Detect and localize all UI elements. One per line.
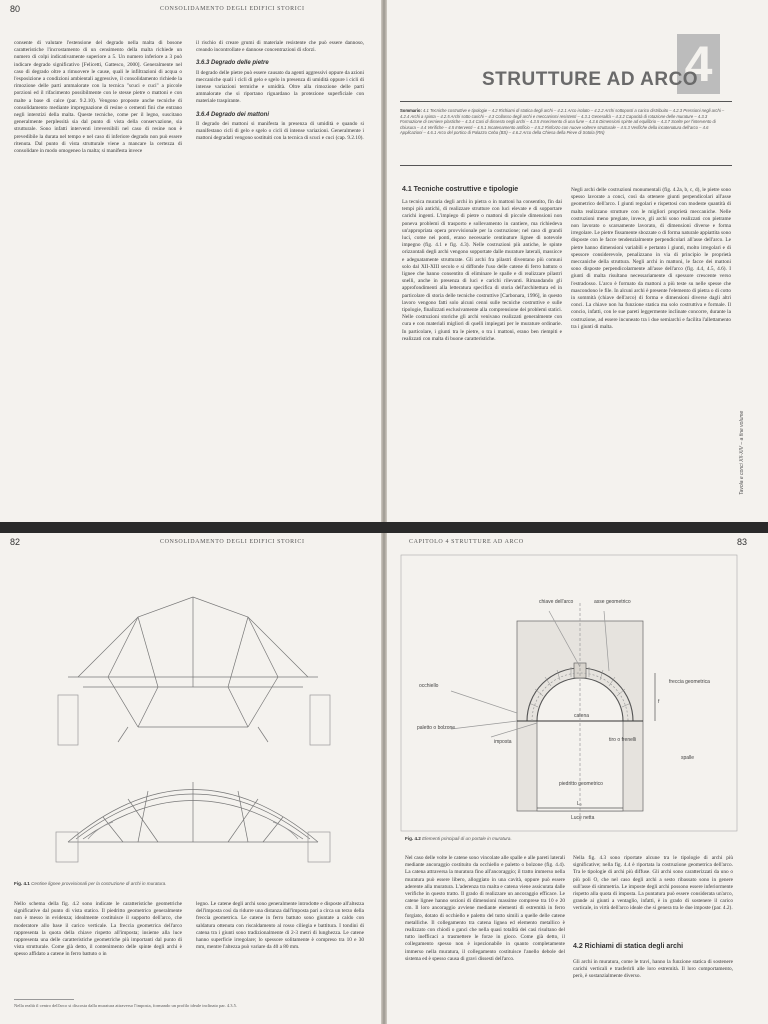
body-text: Il degrado dei mattoni si manifesta in presenza di umidità e quando si manifestano cicli di gelo e sgelo o cicli di intense variazioni. Generalmente i mattoni degradati vengono sostituiti con la tecnica di scuci e cuci (cap. 9.2.10). [196,120,364,142]
text-column-1 [402,199,562,343]
page-80 [0,0,381,522]
body-text: La tecnica muraria degli archi in pietra o in mattoni ha consentito, fin dai tempi più antichi, di realizzare strutture con luci elevate e di sopportare carichi ingenti. L'impiego di pietre o mattoni di piccole dimensioni non poneva problemi di trasporto e sollevamento in cantiere, ma richiedeva un'appropriata opera provvisionale per la costruzione; nel caso di grandi luci, come nei ponti, erano necessarie centinature lignee di notevole impegno (fig. 4.1 e fig. 4.3). Nelle costruzioni più antiche, le spinte orizzontali degli archi vengono sopportate dalle murature laterali, massicce e adeguatamente strutturate. Gli archi fra pilastri diventano più comuni solo dal XII-XIII secolo e si diffonde l'uso delle catene di ferro battuto o lignee che hanno consentito di eliminare le spalle e di realizzare pilastri snelli, anche in presenza di luci e carichi rilevanti. Rimandando gli approfondimenti alla letteratura specifica di storia dell'architettura ed in particolare di storia delle tecniche costruttive [Carbonara, 1996], in questo lavoro vengono fatti solo alcuni cenni sulle tecniche costruttive e sulle tipologie, finalizzati esclusivamente alla comprensione dei problemi statici. Nelle costruzioni storiche gli archi venivano realizzati generalmente con cura e con materiali migliori di quelli impiegati per le murature ordinarie. In particolare, i giunti tra le pietre, o tra i mattoni, erano ben riempiti e realizzati con malta di buone caratteristiche. [402,199,562,342]
divider [400,165,732,166]
figure-caption [14,881,354,886]
caption-text: Elementi principali di un portale in muratura. [422,836,512,841]
body-text: legno. Le catene degli archi sono generalmente introdotte e disposte all'altezza dell'imposta così da ridurre una distanza dall'imposta pari a circa un terzo della freccia geometrica. Le catene in ferro battuto sono giuntate a caldo con saldatura ottenuta con riscaldamento al rosso ciliegia e battitura. I tondini di catena tra i giunti sono tradizionalmente di 2-3 metri di lunghezza. Le catene hanno superficie irregolare; lo spessore solitamente è compreso tra 10 e 30 mm, mentre l'altezza può variare da 40 a 80 mm. [196,901,364,951]
text-column-2 [573,855,733,913]
text-column-1 [14,901,182,959]
label-chiave: chiave dell'arco [539,599,574,605]
section-heading-363: 3.6.3 Degrado delle pietre [196,60,269,67]
body-text: Negli archi delle costruzioni monumentali (fig. 4.2a, b, c, d), le pietre sono spesso lavorate a conci, così da ottenere giunti perpendicolari all'asse geometrico dell'arco. I giunti regolari e rispettosi con modeste quantità di malta realizzano strutture con le migliori proprietà meccaniche. Nelle costruzioni meno pregiate, invece, gli archi sono realizzati con pietrame non lavorato o scarsamente lavorato, di dimensioni diverse e forma irregolare. Le pietre fissamente sbozzate o di forma naturale appiattita sono disposte con le facce tendenzialmente perpendicolari all'asse dell'arco. Le pietre hanno dimensioni variabili e pertanto i giunti, molto irregolari e di spessore considerevole, penalizzano in via di principio le proprietà meccaniche della struttura. Negli archi in mattoni, le facce dei mattoni sono disposte perpendicolarmente all'asse dell'arco (fig. 4.4, 4.5, 4.6). I giunti di malta risultano necessariamente di spessore crescente verso l'estradosso. L'arco è formato da mattoni a più teste su nelle spesse che mascondono le file. In alcuni archi è presente l'elemento di pietra o di cotto in sommità (chiave dell'arco) di forma e dimensioni diverse dagli altri conci. La chiave non ha funzione statica ma solo costruttiva e formale. Il concio, infatti, con le sue pareti leggermente inclinate concorre, durante la costruzione, ad essere incuneato tra i due semiarchi e facilita l'allettamento tra i giunti di malta. [571,187,731,330]
arch-elements-figure [399,553,739,833]
label-occhiello: occhiello [419,683,439,689]
label-luce-netta: Luce netta [571,815,595,821]
page-number: 83 [737,537,748,547]
text-column-1 [405,855,565,963]
page-82 [0,533,381,1024]
side-note: Tavola e conci XII-XIV – a fine volume [739,410,745,495]
text-column-2b [573,959,733,981]
caption-label: Fig. 4.2 [405,836,421,841]
body-text: Nella fig. 4.3 sono riportate alcune tra le tipologie di archi più significative; nella fig. 4.4 è riportata la costruzione geometrica dell'arco. Tra le tipologie di archi più diffuse. Gli archi sono caratterizzati da uno o più poli O, che nel caso degli archi a sesto ribassato sono in genere sull'asse di simmetria. Le imposte degli archi possono essere inferiormente rispetto alla quota di imposta. La puntatura può essere considerata un'arco, grande ai giunti a ventaglio, infatti, è in grado di sostenere il carico verticale, in virtù dell'arco ideale che si genera tra le due imposte (par. 4.2). [573,855,733,912]
page-number: 82 [10,537,21,547]
body-text: Il degrado delle pietre può essere causato da agenti aggressivi oppure da azioni meccaniche quali i cicli di gelo e sgelo in presenza di umidità oppure i cicli di intense variazioni termiche e umidità. Oltre alla rimozione delle parti ammalorate che si riportano riguardano la protezione superficiale con materiale traspirante. [196,69,364,105]
chapter-number: 4 [677,34,720,94]
text-column-2 [571,187,731,331]
figure-caption [405,836,725,841]
text-column-2 [196,40,364,142]
running-head: CONSOLIDAMENTO DEGLI EDIFICI STORICI [160,6,305,12]
section-heading-42: 4.2 Richiami di statica degli archi [573,943,684,950]
portal-drawing [451,603,655,823]
label-tiro: tiro o frenelli [609,737,637,743]
truss-centering-drawing [58,597,330,745]
section-heading-364: 3.6.4 Degrado dei mattoni [196,111,270,118]
label-catena: catena [574,713,590,719]
page-number: 80 [10,4,21,14]
arch-centering-drawing [56,782,330,862]
body-text: Nel caso delle volte le catene sono vincolate alle spalle e alle pareti laterali mediante ancoraggio costituito da occhiello e paletto o bolzone (fig. 4.4). La catena attraversa la muratura fino all'ancoraggio; il tratto immerso nella muratura può essere libero, alloggiato in una cavità, oppure può essere aderente alla muratura. L'aderenza tra malta e catena viene assicurata dalle verifiche in questo tratto. Il grado di realizzare un ancoraggio efficace. Le catene lignee hanno sezioni di dimensioni massime comprese tra 10 e 20 cm. Il loro ancoraggio avviene mediante elementi di estremità in ferro forgiato, dotato di occhiello e paletto del tutto simili a quelle delle catene metalliche. Il collegamento tra catena lignea ed elemento metallico è realizzato con chiodi o ganci che nella quasi totalità dei casi risultano del tutto inefficaci a trasmettere le forze in gioco. Come già detto, il collegamento spesso non è ispezionabile in quanto completamente immerso nella muratura, il collegamento costituisce l'anello debole del sistema ed è spesso causa di gravi dissesti dell'arco. [405,855,565,962]
label-asse: asse geometrico [594,599,631,605]
chapter-title: STRUTTURE AD ARCO [482,69,699,90]
body-text: il rischio di creare grumi di materiale resistente che può essere dannoso, creando incontrollate e dannose concentrazioni di sforzi. [196,40,364,54]
caption-label: Fig. 4.1 [14,881,30,886]
label-luce: L₀ [577,801,582,807]
footnote-rule [14,999,74,1000]
summary-text: 4.1 Tecniche costruttive e tipologie – 4.2 Richiami di statica degli archi – 4.2.1 Arco isolato – 4.2.2 Archi sottoposti a carico distribuito – 4.2.3 Pressioni negli archi – 4.2.4 Archi a spinta – 4.2.5 Archi sotto carichi – 4.3 Collasso degli archi e meccanismi resistenti – 4.3.1 Generalità – 4.3.2 Capacità di rotazione delle murature – 4.3.3 Formazione di cerniere plastiche – 4.3.4 Casi di dissesto negli archi – 4.3.5 Inserimento di una fune – 4.3.6 Dimensioni spinte ad equilibrio – 4.3.7 Scelte per l'intervento di chiusura – 4.4 Verifiche – 4.5 Interventi – 4.5.1 Incatenamento artificio – 4.5.2 Rinforzo con nuove volterre strutturale – 4.5.3 Verifiche della incatenatura dell'arco – 4.6 Applicazioni – 4.6.1 Arco del portico di Palazzo Ceba (BS) – 4.6.2 Arco della Chiesa della Pieve di Sotola (RN) [400,108,725,136]
running-head: CAPITOLO 4 STRUTTURE AD ARCO [409,539,524,545]
summary-label: Sommario: [400,108,422,113]
caption-text: Centine lignee provvisionali per la costruzione di archi in muratura. [31,881,167,886]
body-text: consente di valutare l'estensione del degrado nella malta di bosone caratteristiche l'incrostamento di un censimento della malta richiede un numero di colpi indicativamente superiore a 5. Un numero inferiore a 3 può indicare degrado significativo [Felicetti, Gattesco, 2000]. Generalmente nel caso di degrado oltre a rimuovere le cause, quali le infiltrazioni di acqua o l'esposizione a condizioni ambientali aggressive, il consolidamento richiede la rimozione delle parti ammalorate con la tecnica "scuci e cuci" a piccole porzioni ed il rifacimento possibilmente con le stesse pietre o mattoni e con malte a base di calce (par. 9.2.10). Vengono proposte anche tecniche di consolidamento mediante impregnazione di resine o cementi fini che entrano negli interstizi della malta. Queste tecniche, come per il legno, suscitano generalmente perplessità sia dal punto di vista della conservazione, sia strutturale. Sono infatti interventi irreversibili nel caso di resine non è prevedibile la durata nel tempo e nel caso di inferiore degrado non può essere ritenuta. Dal punto di vista strutturale viene a mancare la certezza di consolidare in modo omogeneo la malta; si manifesta invece [14,40,182,155]
body-text: Nello schema della fig. 4.2 sono indicate le caratteristiche geometriche significative dal punto di vista statico. Il piedritto geometrico generalmente non è messo in evidenza; idealmente costituisce il supporto dell'arco, che moderatore allo base il carico verticale. La freccia geometrica dell'arco rappresenta la quota della chiave rispetto all'imposta; insieme alla luce rappresenta una delle caratteristiche geometriche più importanti dal punto di vista strutturale. Come già detto, il contenimento delle spinte degli archi è spesso affidato a catene in ferro battuto o in [14,901,182,958]
label-imposta: imposta [494,739,512,745]
chapter-summary [400,108,730,136]
bottom-spread [0,533,768,1024]
label-spalle: spalle [681,755,695,761]
centering-figure [28,577,358,867]
footnote: Nella realtà il centro dell'arco si discosta dalla muratura attraverso l'imposta, formando un profilo ideale inclinato par. 4.3.5. [14,1003,238,1008]
label-f: f [658,699,660,705]
text-column-1 [14,40,182,155]
label-paletto: paletto o bolzone [417,725,456,731]
label-piedritto: piedritto geometrico [559,781,603,787]
page-81 [387,0,768,522]
page-83 [387,533,768,1024]
divider [400,101,732,102]
body-text: Gli archi in muratura, come le travi, hanno la funzione statica di sostenere carichi verticali e trasferirli alle loro estremità. Il loro comportamento, però, è sostanzialmente diverso. [573,959,733,980]
text-column-2 [196,901,364,951]
section-heading-41: 4.1 Tecniche costruttive e tipologie [402,186,519,193]
running-head: CONSOLIDAMENTO DEGLI EDIFICI STORICI [160,539,305,545]
label-freccia: freccia geometrica [669,679,710,685]
